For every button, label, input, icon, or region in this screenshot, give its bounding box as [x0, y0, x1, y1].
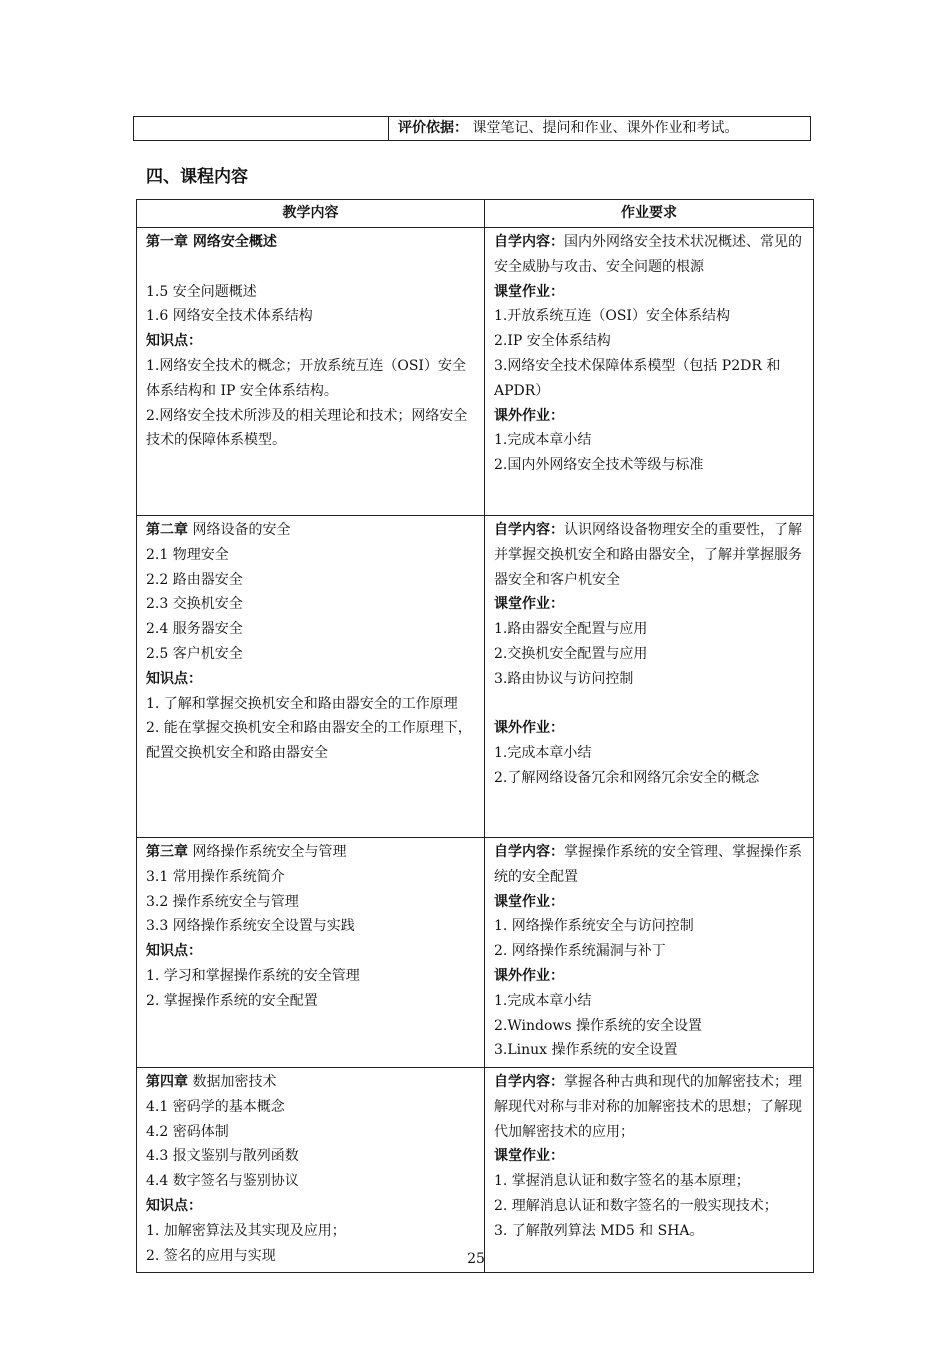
self-study-text: 掌握操作系统的安全管理、掌握操作系统的安全配置 [494, 844, 802, 885]
classroom-assignment-item: 2.交换机安全配置与应用 [494, 645, 648, 662]
table-row [137, 516, 814, 838]
chapter-number: 第二章 [146, 522, 188, 538]
homework-item: 2.Windows 操作系统的安全设置 [494, 1017, 703, 1034]
classroom-assignment-label: 课堂作业： [494, 893, 564, 910]
classroom-assignment-item: 2. 网络操作系统漏洞与补丁 [494, 943, 666, 960]
chapter-name: 数据加密技术 [188, 1074, 277, 1090]
knowledge-point: 2. 能在掌握交换机安全和路由器安全的工作原理下，配置交换机安全和路由器安全 [146, 720, 472, 762]
chapter-title [146, 518, 476, 543]
knowledge-point: 2.网络安全技术所涉及的相关理论和技术；网络安全技术的保障体系模型。 [146, 407, 468, 449]
teaching-content-cell [137, 838, 485, 1068]
evaluation-empty-cell [134, 117, 389, 140]
knowledge-points-label: 知识点： [146, 1197, 202, 1214]
chapter-number: 第四章 [146, 1074, 188, 1090]
section-item: 1.5 安全问题概述 [146, 283, 257, 300]
chapter-title [146, 840, 476, 865]
knowledge-points-label: 知识点： [146, 333, 202, 350]
section-item: 1.6 网络安全技术体系结构 [146, 308, 313, 325]
knowledge-point: 2. 签名的应用与实现 [146, 1247, 276, 1264]
teaching-content-cell [137, 1068, 485, 1273]
blank-line [146, 255, 476, 280]
homework-item: 2.了解网络设备冗余和网络冗余安全的概念 [494, 769, 760, 786]
self-study [494, 230, 805, 280]
knowledge-point: 2. 掌握操作系统的安全配置 [146, 992, 318, 1009]
classroom-assignment-item: 2.IP 安全体系结构 [494, 333, 611, 350]
classroom-assignment-item: 1. 掌握消息认证和数字签名的基本原理； [494, 1173, 750, 1190]
table-header-row [137, 200, 814, 228]
evaluation-row [133, 116, 811, 141]
chapter-title [146, 230, 476, 255]
header-assignment-requirements: 作业要求 [485, 200, 814, 228]
table-row [137, 228, 814, 516]
homework-label: 课外作业： [494, 720, 564, 737]
homework-item: 2.国内外网络安全技术等级与标准 [494, 457, 704, 474]
evaluation-label: 评价依据： [398, 120, 468, 136]
self-study-label: 自学内容： [494, 234, 564, 250]
section-item: 2.3 交换机安全 [146, 596, 243, 613]
header-teaching-content: 教学内容 [137, 200, 485, 228]
section-item: 2.5 客户机安全 [146, 645, 243, 662]
chapter-name: 网络操作系统安全与管理 [188, 844, 347, 860]
section-item: 3.2 操作系统安全与管理 [146, 893, 299, 910]
classroom-assignment-item: 3.路由协议与访问控制 [494, 670, 634, 687]
homework-item: 1.完成本章小结 [494, 432, 592, 449]
knowledge-points-label: 知识点： [146, 670, 202, 687]
course-content-table [136, 199, 814, 1273]
self-study-label: 自学内容： [494, 1074, 564, 1090]
homework-label: 课外作业： [494, 967, 564, 984]
knowledge-point: 1.网络安全技术的概念；开放系统互连（OSI）安全体系结构和 IP 安全体系结构。 [146, 357, 466, 399]
table-row [137, 1068, 814, 1273]
self-study-label: 自学内容： [494, 522, 564, 538]
knowledge-point: 1. 了解和掌握交换机安全和路由器安全的工作原理 [146, 695, 458, 712]
self-study-label: 自学内容： [494, 844, 564, 860]
table-row [137, 838, 814, 1068]
self-study [494, 518, 805, 592]
classroom-assignment-item: 1.开放系统互连（OSI）安全体系结构 [494, 308, 730, 325]
classroom-assignment-item: 3. 了解散列算法 MD5 和 SHA。 [494, 1222, 704, 1239]
section-item: 4.2 密码体制 [146, 1123, 229, 1140]
assignment-cell [485, 228, 814, 516]
classroom-assignment-item: 1. 网络操作系统安全与访问控制 [494, 918, 694, 935]
self-study-text: 掌握各种古典和现代的加解密技术；理解现代对称与非对称的加解密技术的思想；了解现代加解密技术的应用； [494, 1074, 802, 1140]
knowledge-points-label: 知识点： [146, 943, 202, 960]
assignment-cell [485, 516, 814, 838]
classroom-assignment-item: 2. 理解消息认证和数字签名的一般实现技术； [494, 1197, 778, 1214]
chapter-number: 第三章 [146, 844, 188, 860]
chapter-number: 第一章 网络安全概述 [146, 234, 277, 250]
section-title: 四、课程内容 [146, 167, 248, 187]
homework-item: 3.Linux 操作系统的安全设置 [494, 1042, 678, 1059]
homework-item: 1.完成本章小结 [494, 992, 592, 1009]
section-item: 4.4 数字签名与鉴别协议 [146, 1173, 299, 1190]
section-item: 2.2 路由器安全 [146, 571, 243, 588]
classroom-assignment-label: 课堂作业： [494, 596, 564, 613]
self-study [494, 1070, 805, 1144]
self-study-text: 国内外网络安全技术状况概述、常见的安全威胁与攻击、安全问题的根源 [494, 234, 802, 275]
section-item: 4.3 报文鉴别与散列函数 [146, 1148, 299, 1165]
evaluation-cell [389, 117, 810, 140]
knowledge-point: 1. 学习和掌握操作系统的安全管理 [146, 967, 360, 984]
self-study-text: 认识网络设备物理安全的重要性，了解并掌握交换机安全和路由器安全，了解并掌握服务器安全和客户机安全 [494, 522, 802, 588]
section-item: 2.4 服务器安全 [146, 621, 243, 638]
page-number: 25 [467, 1251, 485, 1267]
self-study [494, 840, 805, 890]
homework-label: 课外作业： [494, 407, 564, 424]
section-item: 3.1 常用操作系统简介 [146, 868, 285, 885]
assignment-cell [485, 838, 814, 1068]
section-item: 2.1 物理安全 [146, 546, 229, 563]
classroom-assignment-label: 课堂作业： [494, 1148, 564, 1165]
teaching-content-cell [137, 228, 485, 516]
classroom-assignment-item: 1.路由器安全配置与应用 [494, 621, 648, 638]
classroom-assignment-item: 3.网络安全技术保障体系模型（包括 P2DR 和 APDR） [494, 357, 781, 399]
section-item: 3.3 网络操作系统安全设置与实践 [146, 918, 355, 935]
assignment-cell [485, 1068, 814, 1273]
teaching-content-cell [137, 516, 485, 838]
knowledge-point: 1. 加解密算法及其实现及应用； [146, 1222, 346, 1239]
blank-line [494, 692, 805, 717]
classroom-assignment-label: 课堂作业： [494, 283, 564, 300]
evaluation-text: 课堂笔记、提问和作业、课外作业和考试。 [472, 120, 739, 136]
chapter-name: 网络设备的安全 [188, 522, 291, 538]
homework-item: 1.完成本章小结 [494, 745, 592, 762]
section-item: 4.1 密码学的基本概念 [146, 1098, 285, 1115]
chapter-title [146, 1070, 476, 1095]
